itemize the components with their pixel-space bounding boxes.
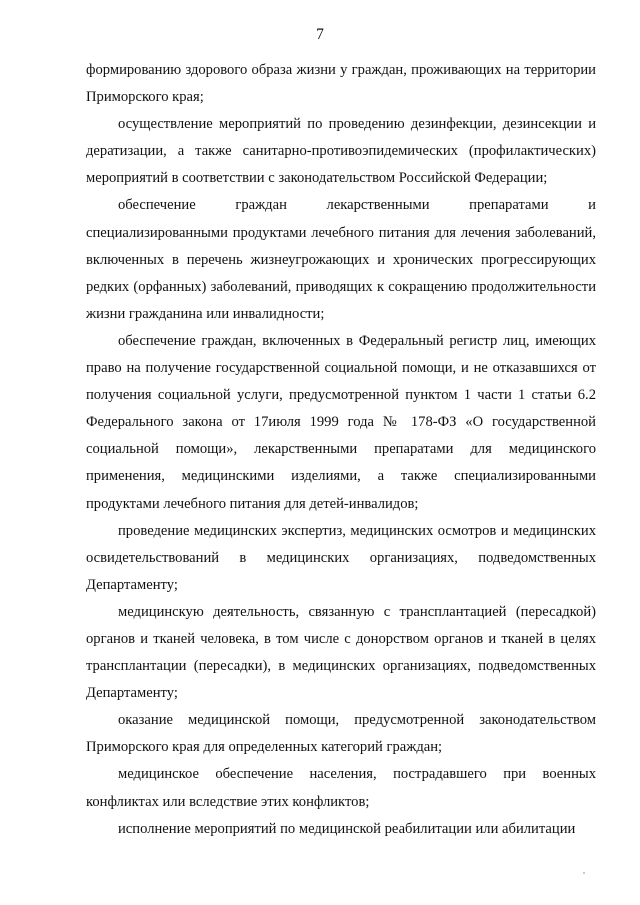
page-number: 7 — [316, 26, 324, 43]
paragraph-4: обеспечение граждан, включенных в Федеральный регистр лиц, имеющих право на получение государственной социальной помощи, и не отказавшихся от получения социальной услуги, предусмотренной пунктом 1 части 1 статьи 6.2 Федерального закона от 17июля 1999 года № 178-ФЗ «О государственной социальной помощи», лекарственными препаратами для медицинского применения, медицинскими изделиями, а также специализированными продуктами лечебного питания для детей-инвалидов; — [86, 332, 596, 512]
paragraph-5: проведение медицинских экспертиз, медицинских осмотров и медицинских освидетельствований в медицинских организациях, подведомственных Департаменту; — [86, 522, 596, 593]
paragraph-6: медицинскую деятельность, связанную с трансплантацией (пересадкой) органов и тканей человека, в том числе с донорством органов и тканей в целях трансплантации (пересадки), в медицинских организациях, подведомственных Департаменту; — [86, 603, 596, 702]
paragraph-8: медицинское обеспечение населения, пострадавшего при военных конфликтах или вследствие этих конфликтов; — [86, 766, 596, 810]
paragraph-2: осуществление мероприятий по проведению дезинфекции, дезинсекции и дератизации, а также санитарно-противоэпидемических (профилактических) мероприятий в соответствии с законодательством Российской Федерации; — [86, 116, 596, 187]
document-body — [86, 57, 596, 843]
paragraph-7: оказание медицинской помощи, предусмотренной законодательством Приморского края для определенных категорий граждан; — [86, 712, 596, 756]
paragraph-9: исполнение мероприятий по медицинской реабилитации или абилитации — [118, 820, 576, 837]
paragraph-3: обеспечение граждан лекарственными препаратами и специализированными продуктами лечебного питания для лечения заболеваний, включенных в перечень жизнеугрожающих и хронических прогрессирующих редких (орфанных) заболеваний, приводящих к сокращению продолжительности жизни гражданина или инвалидности; — [86, 197, 596, 322]
scan-speck — [583, 872, 585, 874]
paragraph-1: формированию здорового образа жизни у граждан, проживающих на территории Приморского края; — [86, 62, 596, 106]
